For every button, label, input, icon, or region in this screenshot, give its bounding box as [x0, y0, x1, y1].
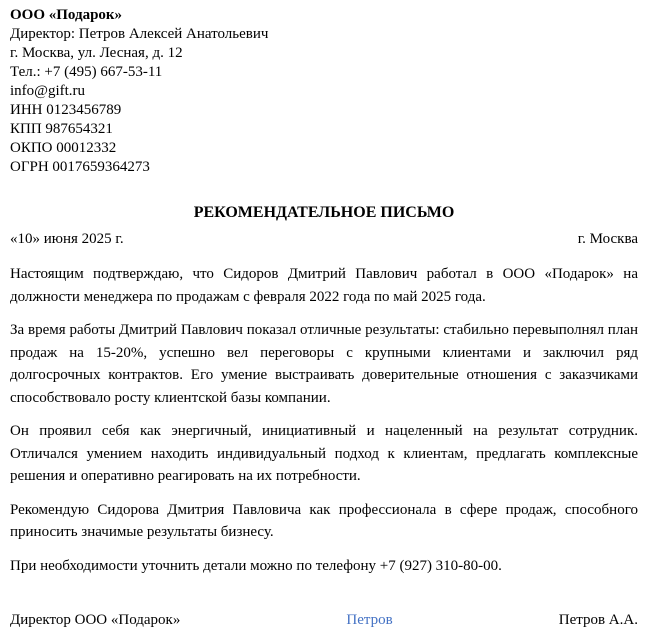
company-kpp-line: КПП 987654321 — [10, 121, 113, 137]
signature-full-name: Петров А.А. — [558, 612, 638, 628]
company-email-line: info@gift.ru — [10, 83, 86, 99]
paragraph-recommendation: Рекомендую Сидорова Дмитрия Павловича как профессионала в сфере продаж, способного приносить значимые результаты бизнесу. — [10, 501, 638, 540]
letter-city: г. Москва — [577, 231, 638, 247]
company-director-line: Директор: Петров Алексей Анатольевич — [10, 26, 269, 42]
company-header — [10, 6, 638, 177]
paragraph-employment-confirmation: Настоящим подтверждаю, что Сидоров Дмитрий Павлович работал в ООО «Подарок» на должности менеджера по продажам с февраля 2022 года по май 2025 года. — [10, 266, 638, 305]
signature-position: Директор ООО «Подарок» — [10, 612, 181, 628]
paragraph-personal-qualities: Он проявил себя как энергичный, инициативный и нацеленный на результат сотрудник. Отличался умением находить индивидуальный подход к клиентам, предлагать комплексные решения и оперативно реагировать на их потребности. — [10, 423, 638, 484]
letter-title: РЕКОМЕНДАТЕЛЬНОЕ ПИСЬМО — [193, 204, 455, 221]
date-city-row — [10, 230, 638, 249]
company-ogrn-line: ОГРН 0017659364273 — [10, 159, 150, 175]
signature-sign: Петров — [346, 612, 393, 628]
company-phone-line: Тел.: +7 (495) 667-53-11 — [10, 64, 163, 80]
signature-row — [10, 609, 638, 631]
paragraph-work-results: За время работы Дмитрий Павлович показал отличные результаты: стабильно перевыполнял план продаж на 15-20%, успешно вел переговоры с крупными клиентами и заключил ряд долгосрочных контрактов. Его умение выстраивать доверительные отношения с заказчиками способствовало росту клиентской базы компании. — [10, 322, 638, 406]
company-name: ООО «Подарок» — [10, 7, 123, 23]
company-inn-line: ИНН 0123456789 — [10, 102, 122, 118]
paragraph-contact-phone: При необходимости уточнить детали можно по телефону +7 (927) 310-80-00. — [10, 557, 502, 574]
company-okpo-line: ОКПО 00012332 — [10, 140, 117, 156]
company-address-line: г. Москва, ул. Лесная, д. 12 — [10, 45, 183, 61]
letter-date: «10» июня 2025 г. — [10, 231, 124, 247]
